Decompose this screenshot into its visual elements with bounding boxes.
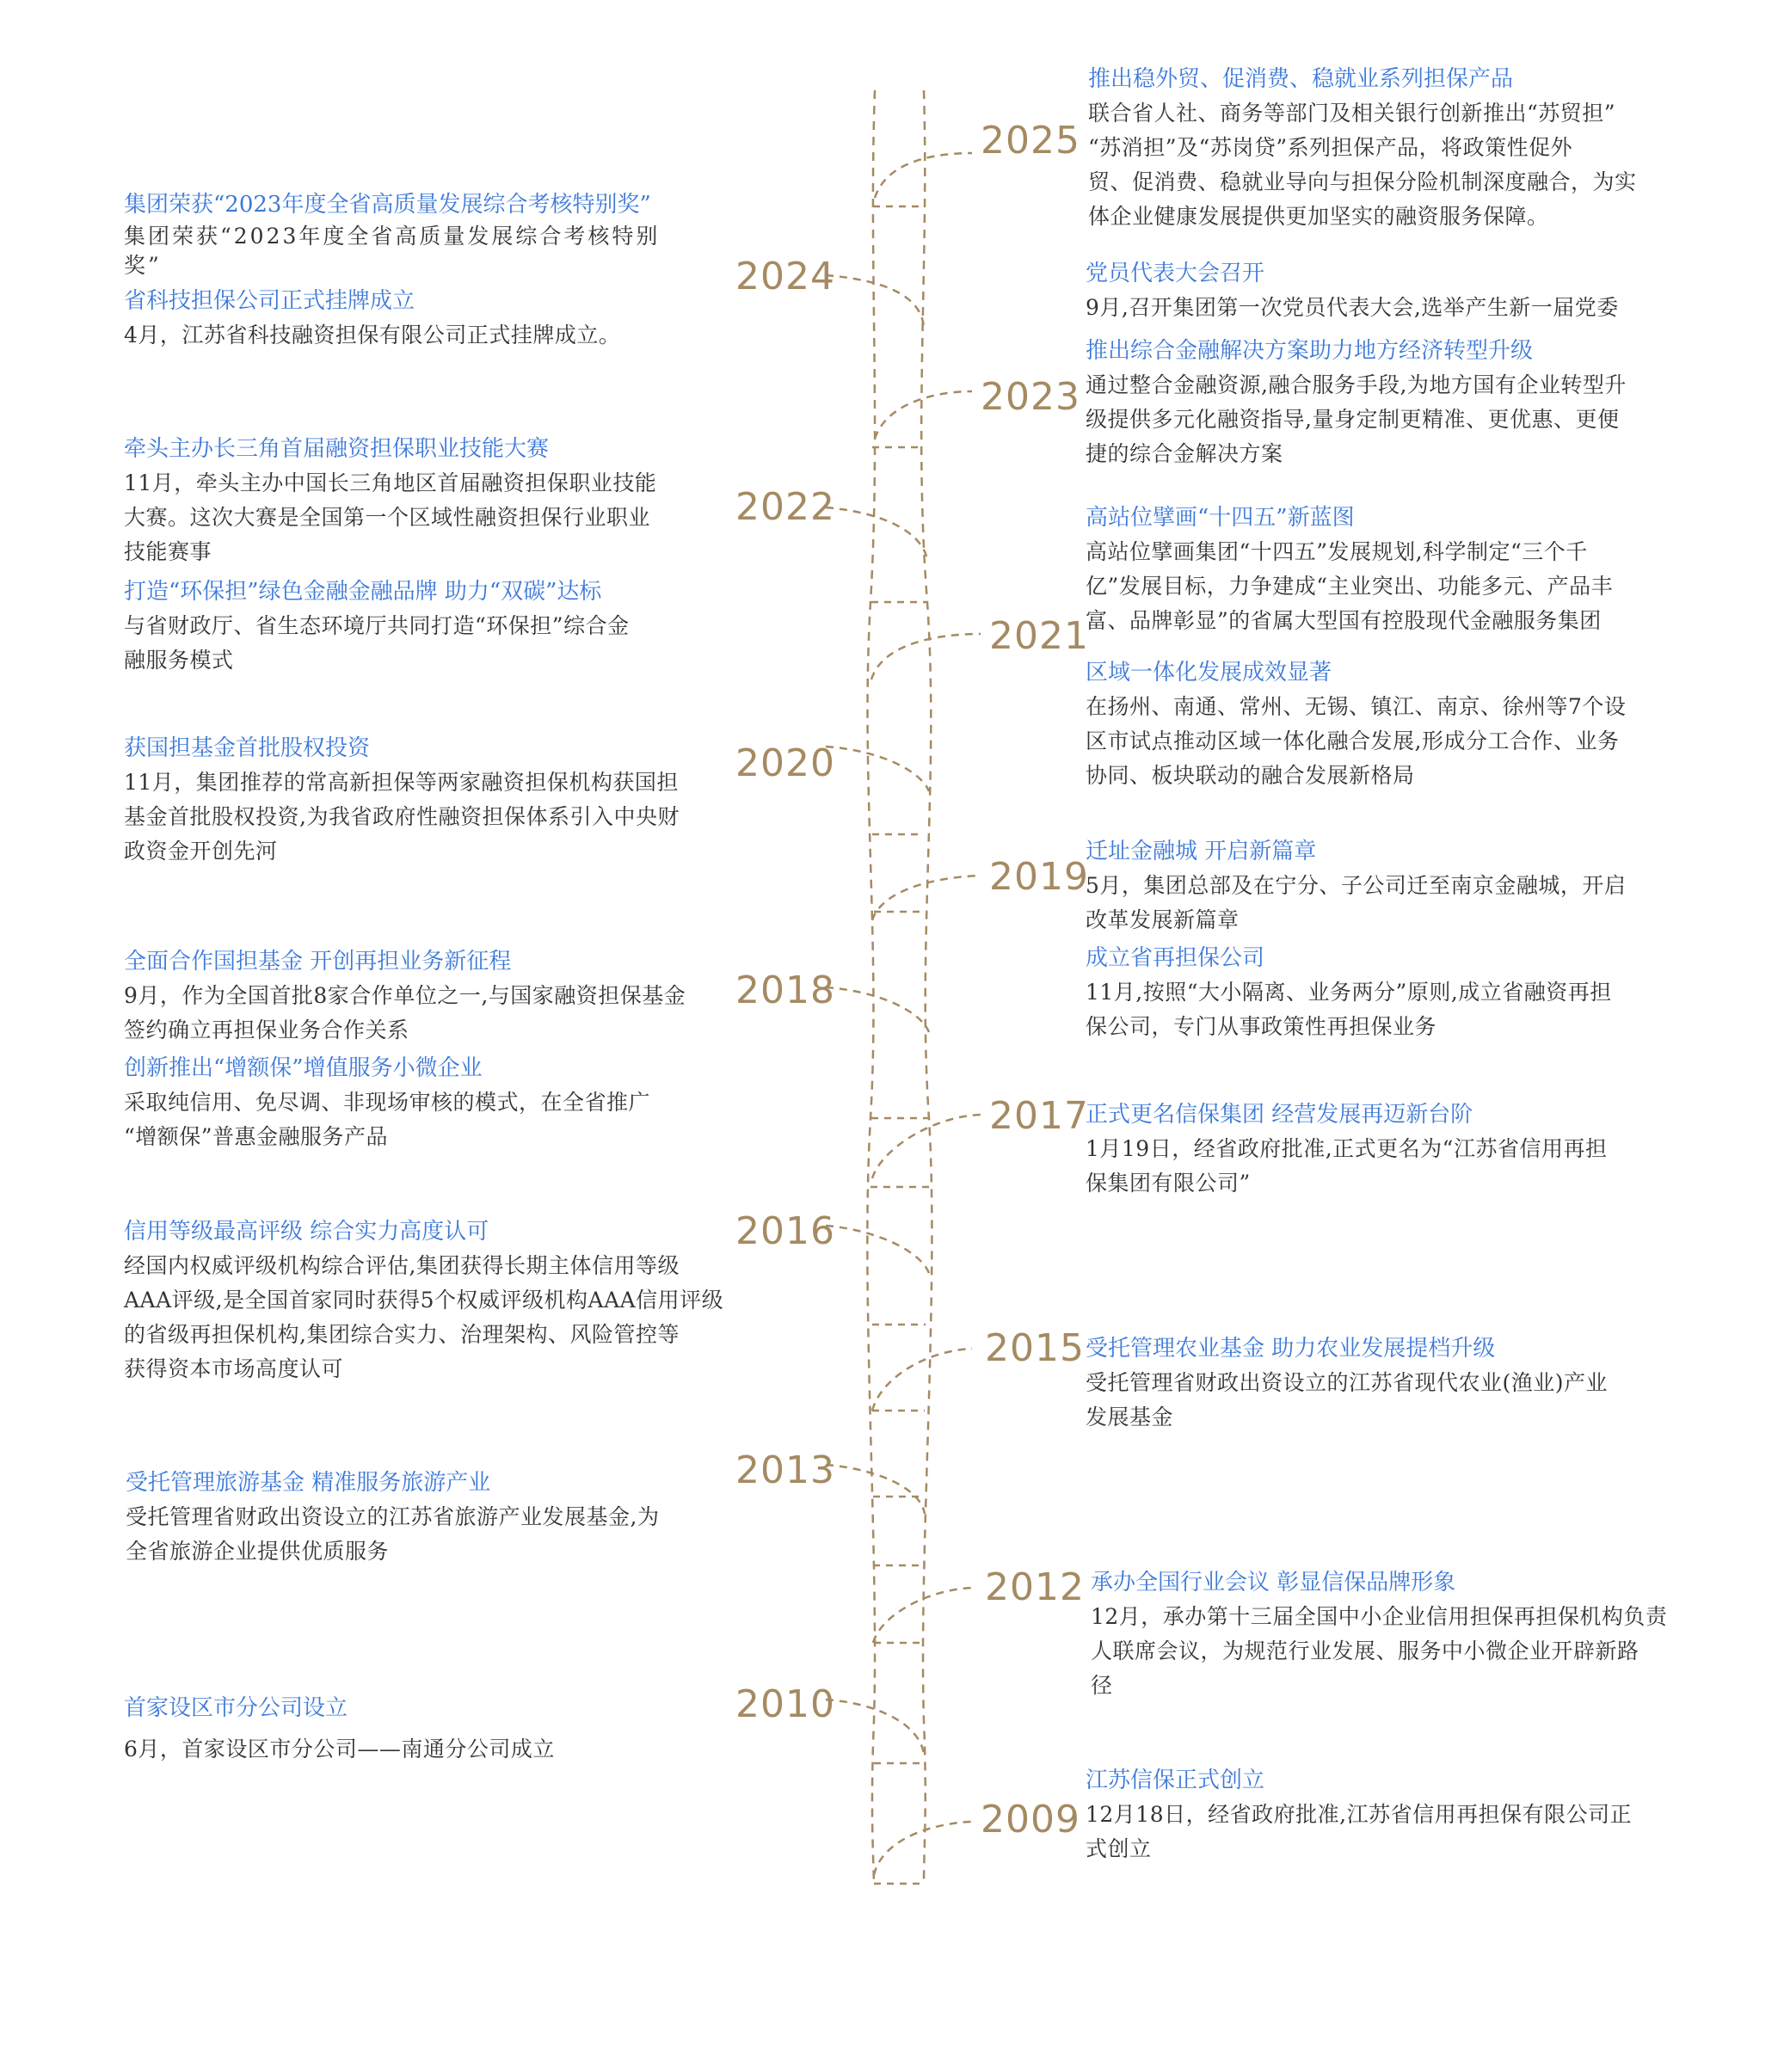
year-2024: 2024 (735, 255, 835, 298)
event-title[interactable]: 省科技担保公司正式挂牌成立 (124, 288, 415, 314)
event-2018-product (124, 1051, 735, 1154)
year-2019: 2019 (989, 855, 1089, 899)
connector-2013 (826, 1465, 925, 1514)
event-line: 9月，作为全国首批8家合作单位之一,与国家融资担保基金 (124, 983, 686, 1008)
connector-2025 (875, 153, 972, 198)
event-line: 12月，承办第十三届全国中小企业信用担保再担保机构负责 (1091, 1604, 1668, 1629)
event-2021-region (1086, 655, 1722, 793)
event-line: 保公司，专门从事政策性再担保业务 (1086, 1014, 1437, 1039)
event-line: 富、品牌彰显”的省属大型国有控股现代金融服务集团 (1086, 608, 1602, 633)
event-line: “增额保”普惠金融服务产品 (124, 1124, 389, 1149)
year-2021: 2021 (989, 614, 1089, 658)
year-2023: 2023 (981, 375, 1080, 419)
event-title[interactable]: 信用等级最高评级 综合实力高度认可 (124, 1219, 489, 1245)
event-2019-reguarantee (1086, 941, 1722, 1044)
event-2017 (1086, 1097, 1722, 1201)
year-2013: 2013 (735, 1448, 835, 1492)
connector-2012 (873, 1588, 976, 1643)
event-line: 径 (1091, 1673, 1113, 1698)
event-2020 (124, 731, 735, 869)
year-2015: 2015 (985, 1326, 1085, 1370)
event-title[interactable]: 成立省再担保公司 (1086, 945, 1265, 971)
event-2012 (1091, 1565, 1727, 1703)
event-line: AAA评级,是全国首家同时获得5个权威评级机构AAA信用评级 (124, 1288, 724, 1313)
event-2019-relocate (1086, 834, 1722, 938)
year-2018: 2018 (735, 968, 835, 1012)
event-line: 改革发展新篇章 (1086, 907, 1240, 932)
event-line: 12月18日，经省政府批准,江苏省信用再担保有限公司正 (1086, 1802, 1633, 1827)
event-2022-contest (124, 432, 735, 569)
event-line: 11月，集团推荐的常高新担保等两家融资担保机构获国担 (124, 770, 679, 795)
event-line: 高站位擘画集团“十四五”发展规划,科学制定“三个千 (1086, 539, 1588, 564)
event-line: 发展基金 (1086, 1405, 1174, 1429)
event-line: 政资金开创先河 (124, 839, 278, 864)
event-line: 与省财政厅、省生态环境厅共同打造“环保担”综合金 (124, 613, 630, 638)
connector-2021 (871, 634, 981, 679)
event-title[interactable]: 迁址金融城 开启新篇章 (1086, 839, 1317, 864)
event-line: 大赛。这次大赛是全国第一个区域性融资担保行业职业 (124, 505, 651, 530)
event-title[interactable]: 推出稳外贸、促消费、稳就业系列担保产品 (1088, 66, 1514, 92)
year-2025: 2025 (981, 119, 1080, 163)
event-line: 在扬州、南通、常州、无锡、镇江、南京、徐州等7个设 (1086, 694, 1627, 719)
event-line: 保集团有限公司” (1086, 1171, 1251, 1196)
event-title[interactable]: 江苏信保正式创立 (1086, 1768, 1265, 1793)
spine-left-line (867, 90, 875, 1884)
event-line: 经国内权威评级机构综合评估,集团获得长期主体信用等级 (124, 1253, 680, 1278)
event-line: 式创立 (1086, 1836, 1152, 1861)
event-line: 4月，江苏省科技融资担保有限公司正式挂牌成立。 (124, 323, 621, 347)
event-line: 受托管理省财政出资设立的江苏省旅游产业发展基金,为 (126, 1504, 660, 1529)
event-title[interactable]: 受托管理农业基金 助力农业发展提档升级 (1086, 1336, 1496, 1362)
year-2012: 2012 (985, 1565, 1085, 1609)
event-line: 采取纯信用、免尽调、非现场审核的模式，在全省推广 (124, 1090, 651, 1115)
connector-2016 (826, 1226, 929, 1273)
event-line: 受托管理省财政出资设立的江苏省现代农业(渔业)产业 (1086, 1370, 1609, 1395)
event-line: 1月19日，经省政府批准,正式更名为“江苏省信用再担 (1086, 1136, 1608, 1161)
event-line: 通过整合金融资源,融合服务手段,为地方国有企业转型升 (1086, 372, 1627, 397)
event-line: 5月，集团总部及在宁分、子公司迁至南京金融城，开启 (1086, 873, 1627, 898)
event-line: 获得资本市场高度认可 (124, 1356, 344, 1381)
event-title[interactable]: 首家设区市分公司设立 (124, 1695, 348, 1721)
event-line: 基金首批股权投资,为我省政府性融资担保体系引入中央财 (124, 804, 680, 829)
year-2016: 2016 (735, 1209, 835, 1253)
event-line: 级提供多元化融资指导,量身定制更精准、更优惠、更便 (1086, 407, 1620, 432)
event-title[interactable]: 集团荣获“2023年度全省高质量发展综合考核特别奖” (124, 192, 651, 218)
event-title[interactable]: 受托管理旅游基金 精准服务旅游产业 (126, 1470, 491, 1496)
event-title[interactable]: 创新推出“增额保”增值服务小微企业 (124, 1055, 483, 1081)
event-line: 的省级再担保机构,集团综合实力、治理架构、风险管控等 (124, 1322, 680, 1347)
event-line: 贸、促消费、稳就业导向与担保分险机制深度融合，为实 (1088, 169, 1637, 194)
event-title[interactable]: 党员代表大会召开 (1086, 261, 1265, 286)
event-2013 (126, 1466, 736, 1569)
year-2017: 2017 (989, 1094, 1089, 1138)
event-party-congress (1086, 256, 1722, 325)
event-line: 捷的综合金解决方案 (1086, 441, 1283, 466)
event-title[interactable]: 打造“环保担”绿色金融金融品牌 助力“双碳”达标 (124, 579, 602, 605)
event-title[interactable]: 推出综合金融解决方案助力地方经济转型升级 (1086, 338, 1534, 364)
event-2009 (1086, 1763, 1722, 1866)
event-2021-plan (1086, 501, 1722, 638)
event-2025 (1088, 62, 1725, 234)
event-line: 9月,召开集团第一次党员代表大会,选举产生新一届党委 (1086, 295, 1619, 320)
connector-2023 (875, 391, 972, 439)
event-2024-tech (124, 284, 735, 353)
event-line: 亿”发展目标，力争建成“主业突出、功能多元、产品丰 (1086, 574, 1614, 599)
event-line: 集团荣获“2023年度全省高质量发展综合考核特别 (124, 224, 661, 249)
event-line: 人联席会议，为规范行业发展、服务中小微企业开辟新路 (1091, 1639, 1639, 1663)
event-title[interactable]: 承办全国行业会议 彰显信保品牌形象 (1091, 1570, 1456, 1596)
event-2016 (124, 1214, 735, 1386)
connector-2009 (874, 1822, 972, 1875)
connector-2020 (826, 747, 929, 791)
connector-2018 (826, 987, 929, 1032)
event-2022-green (124, 575, 735, 678)
event-line: 融服务模式 (124, 648, 234, 673)
event-line: 体企业健康发展提供更加坚实的融资服务保障。 (1088, 204, 1549, 229)
event-line: 技能赛事 (124, 539, 212, 564)
connector-2022 (826, 507, 927, 559)
event-title[interactable]: 高站位擘画“十四五”新蓝图 (1086, 505, 1355, 531)
event-line: “苏消担”及“苏岗贷”系列担保产品，将政策性促外 (1088, 135, 1573, 160)
event-title[interactable]: 牵头主办长三角首届融资担保职业技能大赛 (124, 436, 550, 462)
year-2022: 2022 (735, 485, 835, 529)
event-title[interactable]: 区域一体化发展成效显著 (1086, 660, 1332, 686)
event-2023 (1086, 334, 1722, 471)
event-2018-fund (124, 944, 735, 1048)
event-line: 联合省人社、商务等部门及相关银行创新推出“苏贸担” (1088, 101, 1616, 126)
event-title[interactable]: 获国担基金首批股权投资 (124, 735, 371, 761)
year-2010: 2010 (735, 1682, 835, 1726)
event-line: 11月，牵头主办中国长三角地区首届融资担保职业技能 (124, 470, 657, 495)
event-2024-award (124, 188, 735, 280)
spine-right-line (921, 90, 932, 1884)
year-2020: 2020 (735, 741, 835, 785)
connector-2017 (872, 1115, 981, 1178)
connector-2015 (872, 1349, 972, 1411)
event-line: 区市试点推动区域一体化融合发展,形成分工合作、业务 (1086, 729, 1620, 753)
event-line: 6月，首家设区市分公司——南通分公司成立 (124, 1737, 555, 1762)
event-title[interactable]: 全面合作国担基金 开创再担业务新征程 (124, 949, 512, 975)
event-2015 (1086, 1331, 1722, 1435)
event-line: 奖” (124, 253, 162, 278)
event-line: 全省旅游企业提供优质服务 (126, 1539, 390, 1564)
event-line: 11月,按照“大小隔离、业务两分”原则,成立省融资再担 (1086, 980, 1612, 1005)
event-title[interactable]: 正式更名信保集团 经营发展再迈新台阶 (1086, 1102, 1473, 1128)
event-line: 协同、板块联动的融合发展新格局 (1086, 763, 1415, 788)
event-2010 (124, 1691, 735, 1767)
connector-2024 (826, 275, 924, 327)
year-2009: 2009 (981, 1798, 1080, 1841)
event-line: 签约确立再担保业务合作关系 (124, 1018, 409, 1042)
